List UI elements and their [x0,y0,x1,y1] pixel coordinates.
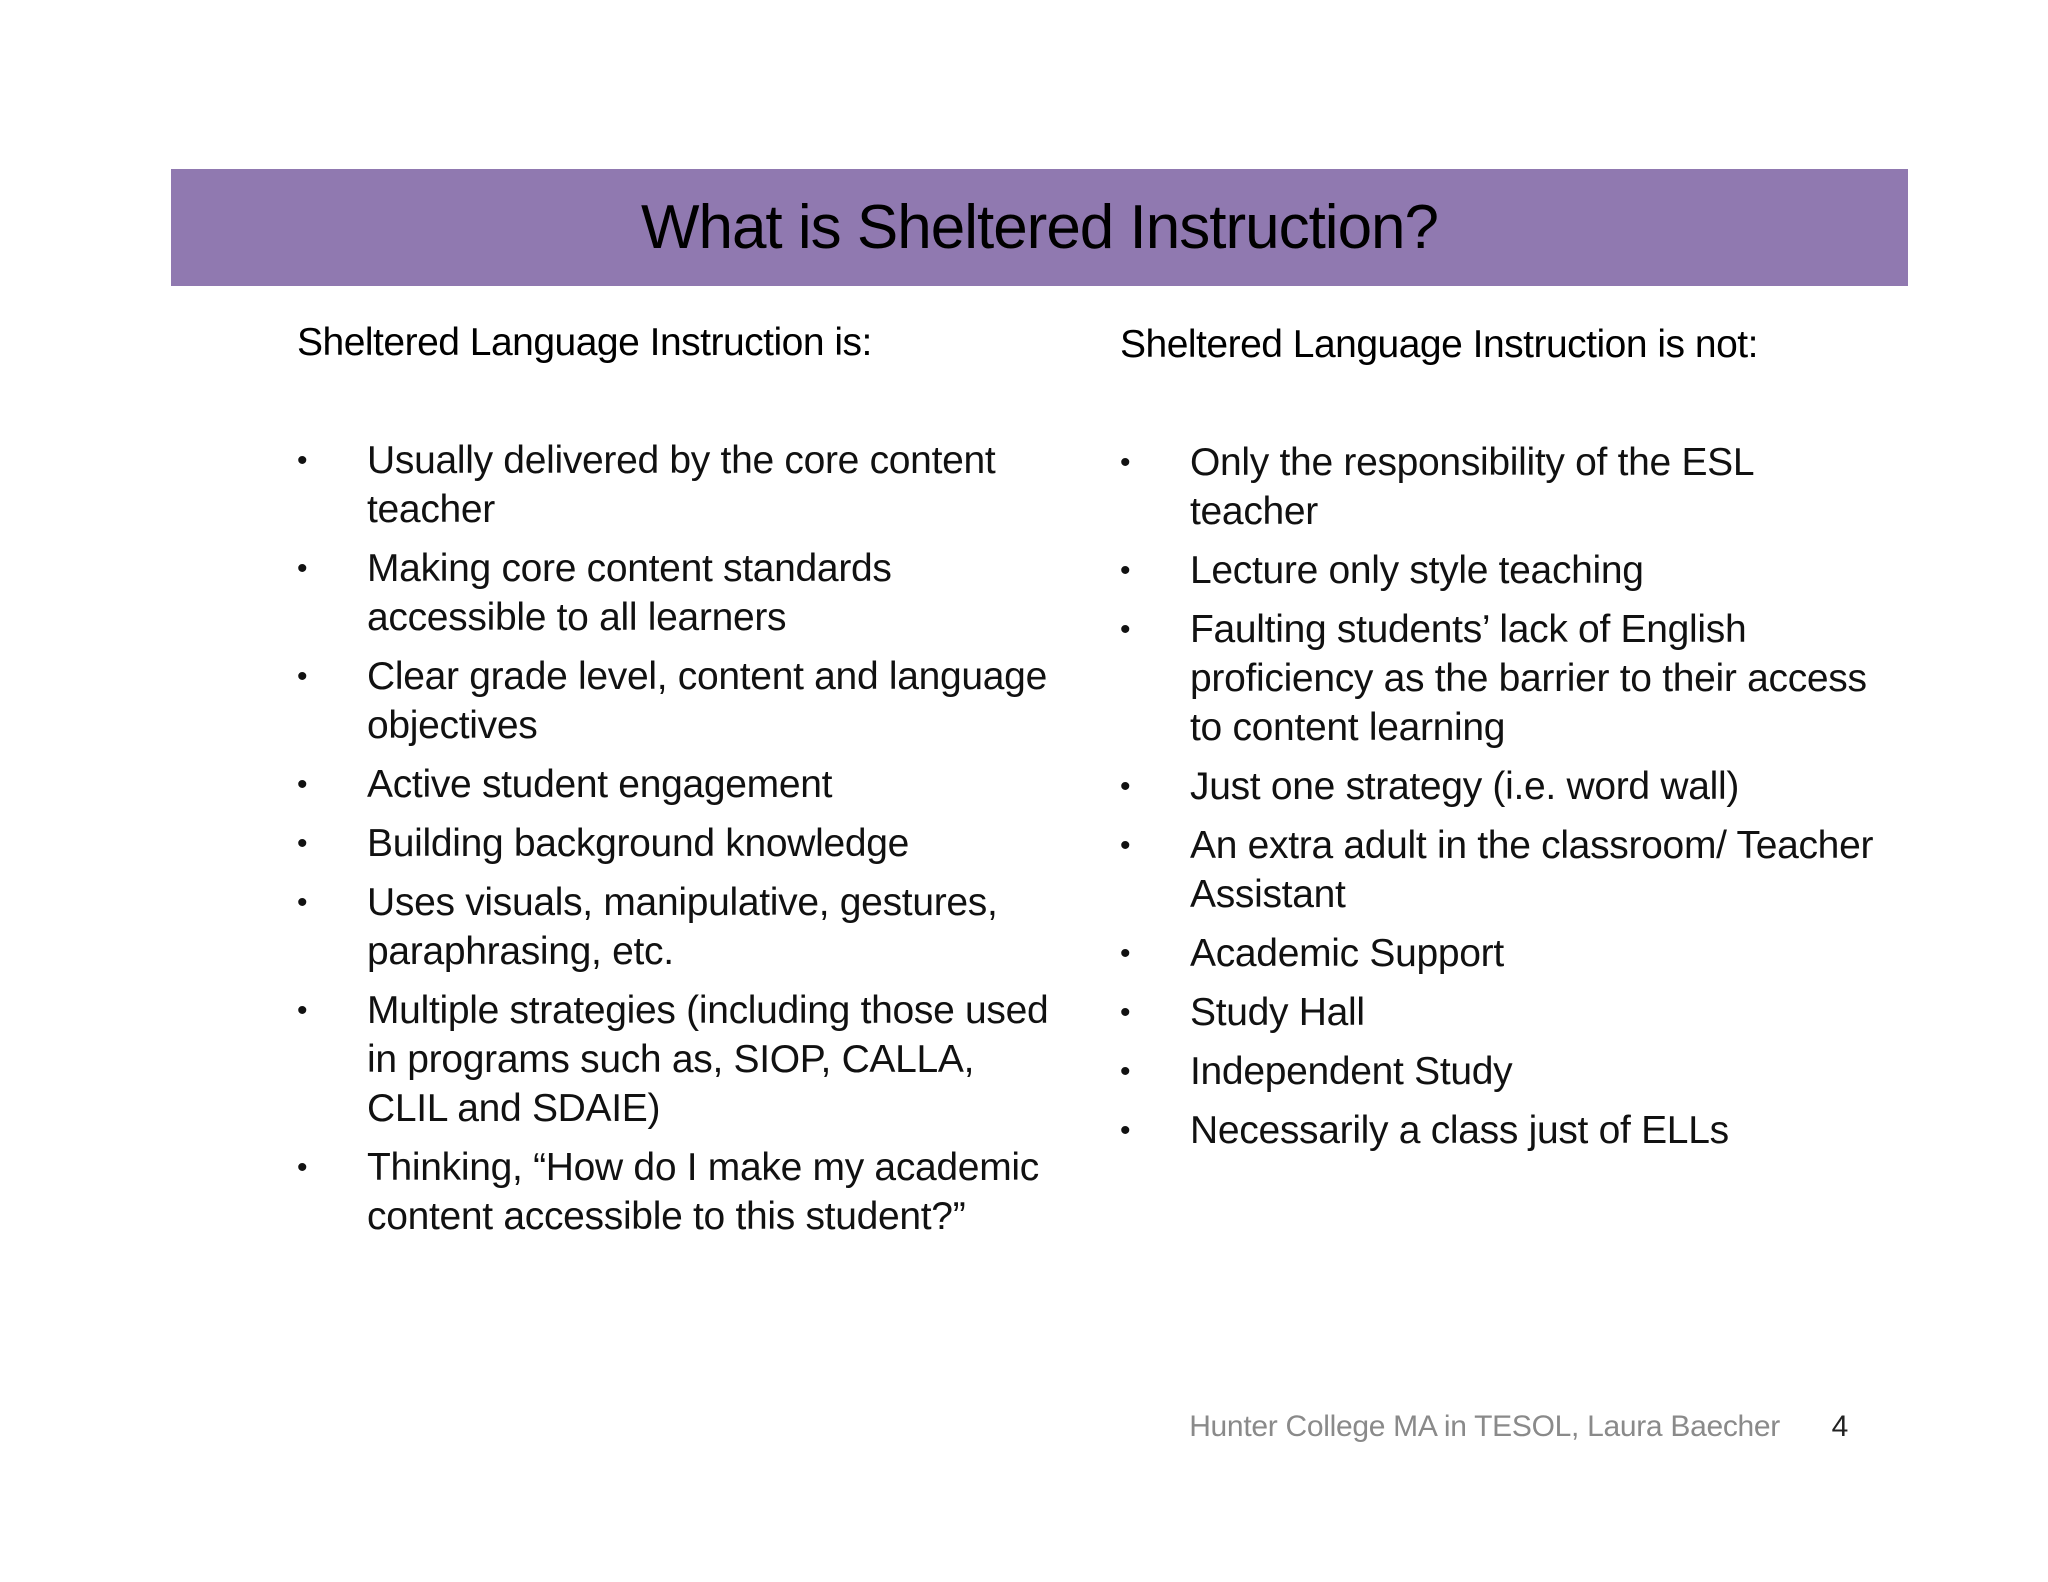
list-item: • Lecture only style teaching [1120,546,1880,595]
list-item: • Usually delivered by the core content teacher [297,436,1057,534]
list-item: • Multiple strategies (including those used in programs such as, SIOP, CALLA, CLIL and SDAIE) [297,986,1057,1133]
is-not-bullet-list [1120,438,1880,1165]
list-item: • An extra adult in the classroom/ Teacher Assistant [1120,821,1880,919]
list-item: • Just one strategy (i.e. word wall) [1120,762,1880,811]
is-not-column [1120,318,1880,1152]
page-number: 4 [1831,1410,1849,1443]
list-item: • Clear grade level, content and language objectives [297,652,1057,750]
list-item: • Making core content standards accessible to all learners [297,544,1057,642]
is-column-heading: Sheltered Language Instruction is: [297,321,872,364]
list-item: • Study Hall [1120,988,1880,1037]
list-item: • Building background knowledge [297,819,1057,868]
list-item: • Thinking, “How do I make my academic content accessible to this student?” [297,1143,1057,1241]
is-not-column-heading: Sheltered Language Instruction is not: [1120,323,1758,366]
list-item: • Faulting students’ lack of English proficiency as the barrier to their access to content learning [1120,605,1880,752]
title-bar [171,169,1908,286]
list-item: • Active student engagement [297,760,1057,809]
is-bullet-list [297,436,1057,1251]
slide-title: What is Sheltered Instruction? [640,193,1439,262]
list-item: • Uses visuals, manipulative, gestures, paraphrasing, etc. [297,878,1057,976]
list-item: • Only the responsibility of the ESL teacher [1120,438,1880,536]
list-item: • Independent Study [1120,1047,1880,1096]
list-item: • Necessarily a class just of ELLs [1120,1106,1880,1155]
footer-credit: Hunter College MA in TESOL, Laura Baecher [1189,1410,1780,1443]
list-item: • Academic Support [1120,929,1880,978]
is-column [297,318,1057,1238]
